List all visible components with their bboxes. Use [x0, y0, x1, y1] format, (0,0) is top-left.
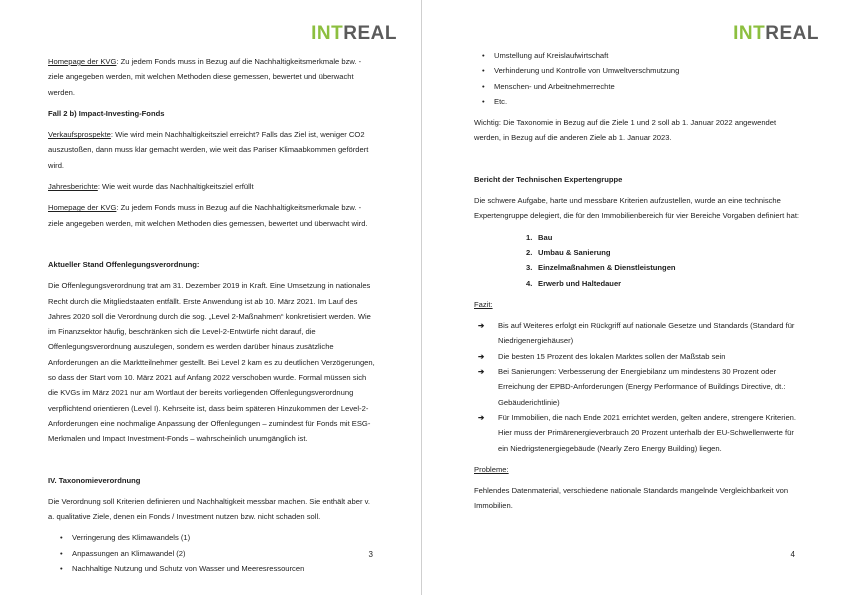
jahresberichte-label: Jahresberichte	[48, 182, 98, 192]
list-item: • Nachhaltige Nutzung und Schutz von Wasser und Meeresressourcen	[62, 561, 375, 576]
list-item: ➔ Bei Sanierungen: Verbesserung der Energiebilanz um mindestens 30 Prozent oder Erreichung der EPBD-Anforderungen (Energy Performance of Buildings Directive, dt.: Gebäuderichtlinie)	[478, 364, 801, 410]
paragraph: Die Verordnung soll Kriterien definieren und Nachhaltigkeit messbar machen. Sie enthält aber v. a. qualitative Ziele, denen ein Fonds / Investment nutzen bzw. nicht schaden soll.	[48, 496, 370, 522]
intreal-logo: INTREAL	[733, 23, 819, 44]
paragraph: Fehlendes Datenmaterial, verschiedene nationale Standards mangelnde Vergleichbarkeit von Immobilien.	[474, 486, 789, 511]
bullet-list	[48, 530, 375, 576]
list-item: • Verhinderung und Kontrolle von Umweltverschmutzung	[484, 63, 801, 78]
arrow-icon: ➔	[478, 367, 485, 377]
homepage-kvg-label: Homepage der KVG	[48, 57, 117, 66]
fazit-label: Fazit:	[474, 299, 493, 309]
list-item: 2. Umbau & Sanierung	[526, 247, 611, 257]
paragraph: Die Offenlegungsverordnung trat am 31. Dezember 2019 in Kraft. Eine Umsetzung in nationales Recht durch die Mitgliedstaaten entfällt. Erste Anwendung ist ab 10. März 2021. Im Lauf des Jahres 2020 soll die Verordnung durch die sog. „Level 2-Maßnahmen“ konkretisiert werden. Wie im Finanzsektor häufig, beschränken sich die Level-2-Entwürfe nicht darauf, die Offenlegungsverordnung auszulegen, sondern es werden darüber hinaus zusätzliche Anforderungen an die Marktteilnehmer gestellt. Bei Level 2 kam es zu deutlichen Verzögerungen, so dass der Start vom 10. März 2021 auf Anfang 2022 verschoben wurde. Formal müssen sich die KVGs im März 2021 nur am Wortlaut der bereits vorliegenden Offenlegungsverordnung verpflichtend orientieren (Level I). Kehrseite ist, dass beim späteren Hinzukommen der Level-2-Anforderungen eine nochmalige Anpassung der Offenlegungen – zumindest für Fonds mit ESG-Merkmalen und Impact Investment-Fonds – wahrscheinlich unumgänglich ist.	[48, 281, 375, 444]
numbered-list	[474, 230, 801, 291]
page-number: 4	[790, 550, 795, 559]
document-page-3	[0, 0, 421, 595]
paragraph: Die schwere Aufgabe, harte und messbare Kriterien aufzustellen, wurde an eine technische Expertengruppe delegiert, die für den Immobilienbereich für vier Bereiche Vorgaben definiert hat:	[474, 196, 800, 221]
probleme-label: Probleme:	[474, 464, 509, 474]
section-heading: Aktueller Stand Offenlegungsverordnung:	[48, 259, 200, 269]
bullet-list	[474, 48, 801, 109]
list-item: • Menschen- und Arbeitnehmerrechte	[484, 79, 801, 94]
arrow-icon: ➔	[478, 321, 485, 331]
paragraph: Homepage der KVG: Zu jedem Fonds muss in Bezug auf die Nachhaltigkeitsmerkmale bzw. -ziele angegeben werden, mit welchen Methoden diese gemessen, bewertet und überwacht werden.	[48, 57, 362, 97]
list-item: ➔ Die besten 15 Prozent des lokalen Marktes sollen der Maßstab sein	[478, 349, 801, 364]
paragraph: Verkaufsprospekte: Wie wird mein Nachhaltigkeitsziel erreicht? Falls das Ziel ist, weniger CO2 auszustoßen, dann muss klar gemacht werden, wie weit das Pariser Klimaabkommen gefördert wird.	[48, 130, 369, 170]
verkaufsprospekte-label: Verkaufsprospekte	[48, 130, 111, 140]
arrow-icon: ➔	[478, 412, 485, 422]
paragraph: Jahresberichte: Wie weit wurde das Nachhaltigkeitsziel erfüllt	[48, 182, 254, 192]
list-item: 3. Einzelmaßnahmen & Dienstleistungen	[526, 263, 676, 273]
section-heading: IV. Taxonomieverordnung	[48, 475, 141, 485]
paragraph: Wichtig: Die Taxonomie in Bezug auf die Ziele 1 und 2 soll ab 1. Januar 2022 angewendet werden, in Bezug auf die anderen Ziele ab 1. Januar 2023.	[474, 118, 777, 143]
list-item: 1. Bau	[526, 232, 553, 242]
arrow-list	[474, 318, 801, 456]
section-heading: Bericht der Technischen Expertengruppe	[474, 174, 623, 184]
document-page-4	[422, 0, 843, 595]
page-number: 3	[368, 550, 373, 559]
list-item: • Anpassungen an Klimawandel (2)	[62, 546, 375, 561]
list-item: 4. Erwerb und Haltedauer	[526, 278, 622, 288]
page-content	[474, 48, 801, 520]
paragraph: Homepage der KVG: Zu jedem Fonds muss in Bezug auf die Nachhaltigkeitsmerkmale bzw. -ziele angegeben werden, mit welchen Methoden dies gemessen, bewertet und überwacht wird.	[48, 203, 368, 228]
arrow-icon: ➔	[478, 351, 485, 361]
list-item: • Verringerung des Klimawandels (1)	[62, 530, 375, 545]
page-content	[48, 54, 375, 582]
section-heading: Fall 2 b) Impact-Investing-Fonds	[48, 108, 165, 118]
list-item: ➔ Für Immobilien, die nach Ende 2021 errichtet werden, gelten andere, strengere Kriterien. Hier muss der Primärenergieverbrauch 20 Prozent unterhalb der EU-Schwellenwerte für ein Niedrigstenergiegebäude (Nearly Zero Energy Building) liegen.	[478, 410, 801, 456]
list-item: ➔ Bis auf Weiteres erfolgt ein Rückgriff auf nationale Gesetze und Standards (Standard für Niedrigenergiehäuser)	[478, 318, 801, 349]
homepage-kvg-label: Homepage der KVG	[48, 203, 117, 213]
list-item: • Etc.	[484, 94, 801, 109]
list-item: • Umstellung auf Kreislaufwirtschaft	[484, 48, 801, 63]
intreal-logo: INTREAL	[311, 23, 397, 44]
